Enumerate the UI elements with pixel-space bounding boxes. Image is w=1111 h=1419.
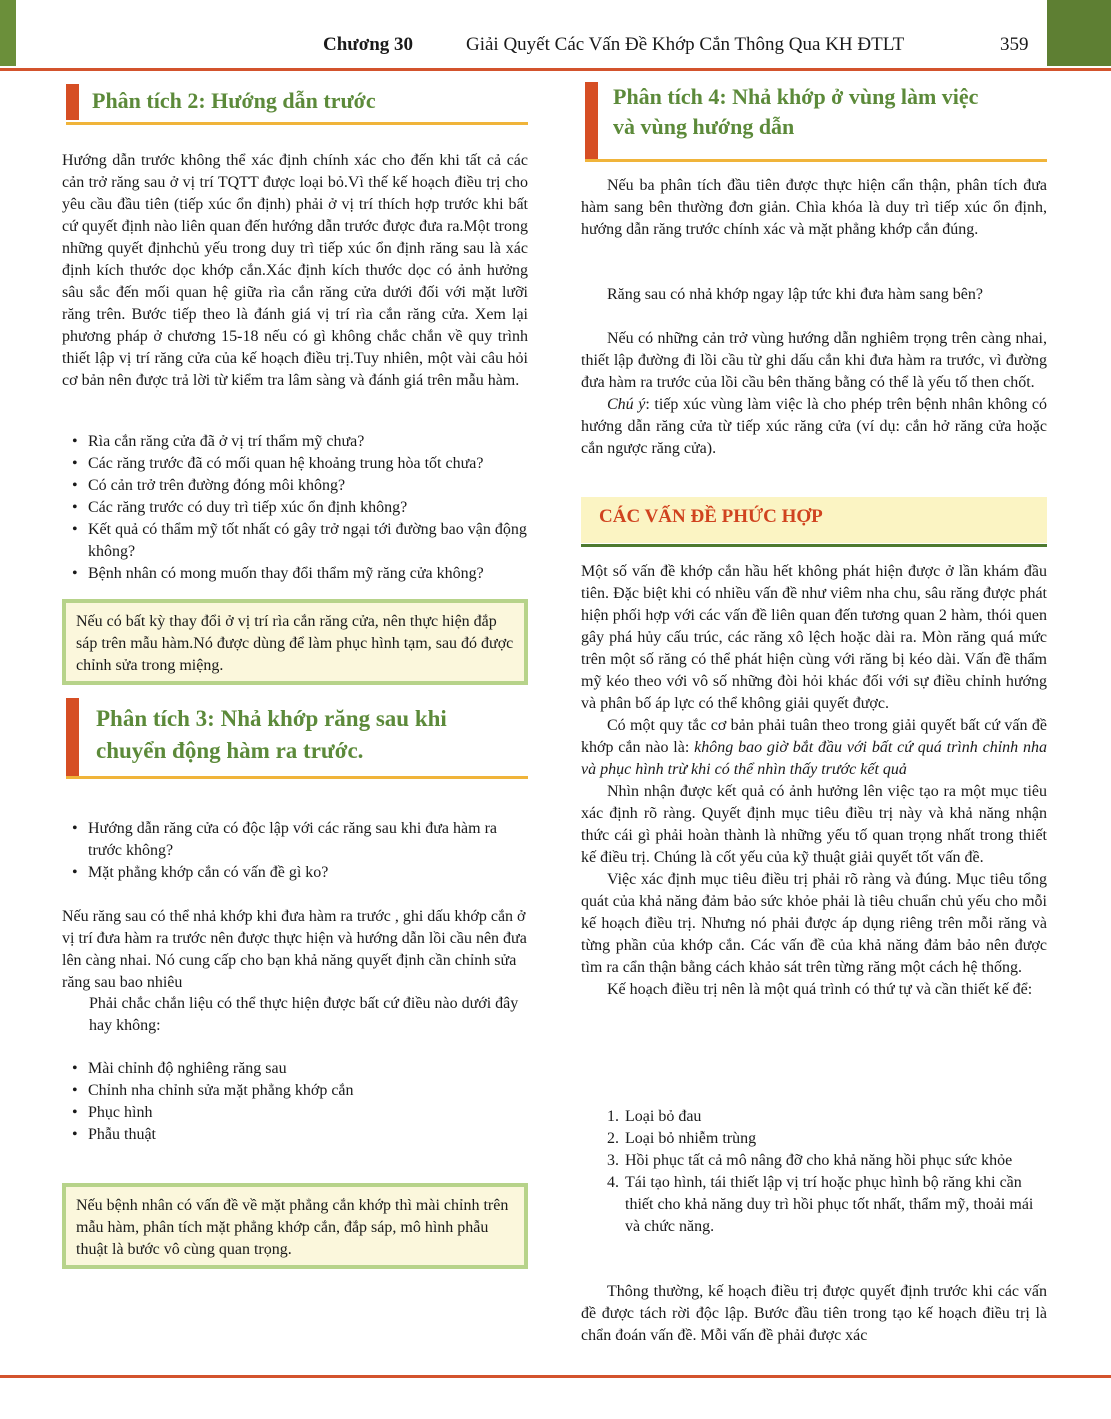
section-2-text: Hướng dẫn trước không thể xác định chính xác cho đến khi tất cả các cản trở răng sau ở vị trí TQTT được loại bỏ.Vì thế kế hoạch điều trị cho yêu cầu đầu tiên (tiếp xúc ổn định) phải ở vị trí thích hợp trước khi bất cứ quyết định nào liên quan đến hướng dẫn trước được đưa ra.Một trong những quyết địnhchủ yếu trong duy trì tiếp xúc ổn định răng sau là xác định kích thước dọc khớp cắn.Xác định kích thước dọc có ảnh hưởng sâu sắc đến mối quan hệ giữa rìa cắn răng cửa dưới đối với mặt lưỡi răng trên. Bước tiếp theo là đánh giá vị trí rìa cắn răng cửa. Xem lại phương pháp ở chương 15-18 nếu có gì không chắc chắn về quy trình thiết lập vị trí răng cửa của kế hoạch điều trị.Tuy nhiên, một vài câu hỏi cơ bản nên được trả lời từ kiểm tra lâm sàng và đánh giá trên mẫu hàm. (62, 152, 528, 389)
list-text: Loại bỏ nhiễm trùng (625, 1130, 757, 1147)
complex-paragraph-6-block (581, 1281, 1047, 1347)
section-4-question-text: Răng sau có nhả khớp ngay lập tức khi đưa hàm sang bên? (607, 286, 983, 303)
list-item (607, 1150, 1047, 1172)
chapter-label: Chương 30 (323, 34, 414, 55)
list-item: • Kết quả có thẩm mỹ tốt nhất có gây trở ngại tới đường bao vận động không? (62, 519, 532, 563)
footer-rule (0, 1375, 1111, 1378)
rule-emphasis: không bao giờ bắt đầu với bất cứ quá trình chỉnh nha và phục hình trừ khi có thể nhìn thấy trước kết quả (581, 739, 1047, 778)
list-item (607, 1106, 1047, 1128)
list-item: • Phẫu thuật (62, 1124, 532, 1146)
list-item: • Hướng dẫn răng cửa có độc lập với các răng sau khi đưa hàm ra trước không? (62, 818, 532, 862)
header-green-tab-right (1047, 0, 1111, 66)
list-text: Loại bỏ đau (625, 1108, 702, 1125)
section-4-paragraph-2 (581, 328, 1047, 460)
page-number: 359 (1000, 34, 1029, 55)
section-underline (66, 776, 528, 779)
complex-heading-rule (581, 544, 1047, 547)
list-text: Tái tạo hình, tái thiết lập vị trí hoặc phục hình bộ răng khi cần thiết cho khả năng duy trì hồi phục tốt nhất, thẩm mỹ, thoải mái và chức năng. (625, 1174, 1034, 1235)
section-marker-bar (585, 82, 598, 160)
list-item (607, 1128, 1047, 1150)
list-number: 2. (607, 1130, 619, 1147)
rule-intro: Có một quy tắc cơ bản phải tuân theo trong giải quyết bất cứ vấn đề khớp cắn nào là: (581, 717, 1047, 756)
list-item: • Các răng trước đã có mối quan hệ khoảng trung hòa tốt chưa? (62, 453, 532, 475)
complex-body (581, 561, 1047, 1001)
list-item: • Bệnh nhân có mong muốn thay đổi thẩm mỹ răng cửa không? (62, 563, 532, 585)
section-3-bullet-list (62, 818, 532, 884)
section-4-question (581, 284, 1047, 306)
section-4-title-line-2: và vùng hướng dẫn (613, 114, 795, 139)
section-3-title-line-1: Phân tích 3: Nhả khớp răng sau khi (96, 706, 447, 731)
section-2-bullet-list (62, 431, 532, 585)
note-box-wax-up (62, 599, 528, 685)
list-item: • Mặt phẳng khớp cắn có vấn đề gì ko? (62, 862, 532, 884)
list-number: 3. (607, 1152, 619, 1169)
section-3-paragraph-2 (89, 993, 529, 1037)
section-2-heading (66, 82, 528, 128)
header-rule (0, 68, 1111, 71)
complex-problems-title: CÁC VẤN ĐỀ PHỨC HỢP (599, 506, 823, 527)
section-2-paragraph (62, 150, 528, 392)
note-label: Chú ý (607, 396, 646, 413)
list-item: • Mài chỉnh độ nghiêng răng sau (62, 1058, 532, 1080)
note-text: Nếu bệnh nhân có vấn đề về mặt phẳng cắn khớp thì mài chỉnh trên mẫu hàm, phân tích mặt phẳng khớp cắn, đắp sáp, mô hình phẫu thuật là bước vô cùng quan trọng. (76, 1197, 509, 1258)
list-item: • Phục hình (62, 1102, 532, 1124)
section-3-text: Nếu răng sau có thể nhả khớp khi đưa hàm ra trước , ghi dấu khớp cắn ở vị trí đưa hàm ra trước nên được thực hiện và hướng dẫn lồi cầu nên đưa lên càng nhai. Nó cung cấp cho bạn khả năng quyết định cần chỉnh sửa răng sau bao nhiêu (62, 908, 527, 991)
section-marker-bar (66, 84, 79, 120)
complex-paragraph-2 (581, 715, 1047, 781)
complex-problems-heading (581, 497, 1047, 543)
list-item: • Các răng trước có duy trì tiếp xúc ổn định không? (62, 497, 532, 519)
section-marker-bar (66, 698, 79, 778)
note-box-occlusal-plane (62, 1183, 528, 1269)
section-4-text-2: Nếu có những cản trở vùng hướng dẫn nghiêm trọng trên càng nhai, thiết lập đường đi lồi cầu từ ghi dấu cắn khi đưa hàm ra trước, vì đường đưa hàm ra trước của lồi cầu bên thăng bằng có thể là yếu tố then chốt. (581, 330, 1047, 391)
section-4-title-line-1: Phân tích 4: Nhả khớp ở vùng làm việc (613, 84, 979, 109)
section-underline (585, 159, 1047, 162)
list-item: • Chỉnh nha chỉnh sửa mặt phẳng khớp cắn (62, 1080, 532, 1102)
section-underline (66, 122, 528, 125)
list-item: • Rìa cắn răng cửa đã ở vị trí thẩm mỹ chưa? (62, 431, 532, 453)
complex-paragraph-3: Nhìn nhận được kết quả có ảnh hưởng lên việc tạo ra một mục tiêu xác định rõ ràng. Quyết định mục tiêu điều trị này và khả năng nhận thức cái gì phải hoàn thành là những yếu tố quan trọng nhất trong thiết kế điều trị. Chúng là cốt yếu của kỹ thuật giải quyết tốt vấn đề. (581, 783, 1047, 866)
list-item: • Có cản trở trên đường đóng môi không? (62, 475, 532, 497)
section-3-options-list (62, 1058, 532, 1146)
section-3-paragraph (62, 906, 528, 994)
complex-paragraph-4: Việc xác định mục tiêu điều trị phải rõ ràng và đúng. Mục tiêu tổng quát của khả năng đảm bảo sức khỏe phải là tiêu chuẩn chủ yếu cho mỗi kế hoạch điều trị. Nhưng nó phải được áp dụng riêng trên mỗi răng và từng phần của khớp cắn. Các vấn đề của khả năng đảm bảo nên được tìm ra cẩn thận bằng cách khảo sát trên từng răng một cách hệ thống. (581, 871, 1047, 976)
chapter-title: Giải Quyết Các Vấn Đề Khớp Cắn Thông Qua KH ĐTLT (466, 34, 905, 55)
complex-paragraph-1: Một số vấn đề khớp cắn hầu hết không phát hiện được ở lần khám đầu tiên. Đặc biệt khi có nhiều vấn đề như viêm nha chu, sâu răng được phát hiện phối hợp với các vấn đề liên quan đến tương quan 2 hàm, thói quen gây phá hủy cấu trúc, các răng xô lệch hoặc dài ra. Mòn răng quá mức trên một số răng có thể phát hiện cùng với răng bị kéo dài. Vấn đề thẩm mỹ kéo theo với vô số những đòi hỏi khác đối với sự điều chỉnh hướng và phân bố áp lực có thể không giải quyết được. (581, 563, 1047, 712)
complex-paragraph-6: Thông thường, kế hoạch điều trị được quyết định trước khi các vấn đề được tách rời độc lập. Bước đầu tiên trong tạo kế hoạch điều trị là chẩn đoán vấn đề. Mỗi vấn đề phải được xác (581, 1283, 1047, 1344)
complex-paragraph-5: Kế hoạch điều trị nên là một quá trình có thứ tự và cần thiết kế để: (607, 981, 1033, 998)
section-4-text: Nếu ba phân tích đầu tiên được thực hiện cẩn thận, phân tích đưa hàm sang bên thường đơn giản. Chìa khóa là duy trì tiếp xúc ổn định, hướng dẫn răng trước chính xác và mặt phẳng khớp cắn đúng. (581, 177, 1047, 238)
section-3-title-line-2: chuyển động hàm ra trước. (96, 738, 364, 763)
section-4-heading (585, 80, 1047, 164)
list-item (607, 1172, 1047, 1238)
section-3-text-2: Phải chắc chắn liệu có thể thực hiện được bất cứ điều nào dưới đây hay không: (89, 995, 519, 1034)
section-4-paragraph (581, 175, 1047, 241)
list-number: 4. (607, 1174, 619, 1191)
section-2-title: Phân tích 2: Hướng dẫn trước (92, 88, 376, 113)
section-3-heading (66, 696, 528, 780)
note-text: Nếu có bất kỳ thay đổi ở vị trí rìa cắn răng cửa, nên thực hiện đắp sáp trên mẫu hàm.Nó được dùng để làm phục hình tạm, sau đó được chỉnh sửa trong miệng. (76, 613, 514, 674)
list-text: Hồi phục tất cả mô nâng đỡ cho khả năng hồi phục sức khỏe (625, 1152, 1013, 1169)
list-number: 1. (607, 1108, 619, 1125)
treatment-plan-list (607, 1106, 1047, 1238)
note-body: : tiếp xúc vùng làm việc là cho phép trên bệnh nhân không có hướng dẫn răng cửa từ tiếp xúc răng cửa (ví dụ: cắn hở răng cửa hoặc cắn ngược răng cửa). (581, 396, 1047, 457)
running-header (0, 30, 1047, 64)
section-4-note (581, 394, 1047, 460)
